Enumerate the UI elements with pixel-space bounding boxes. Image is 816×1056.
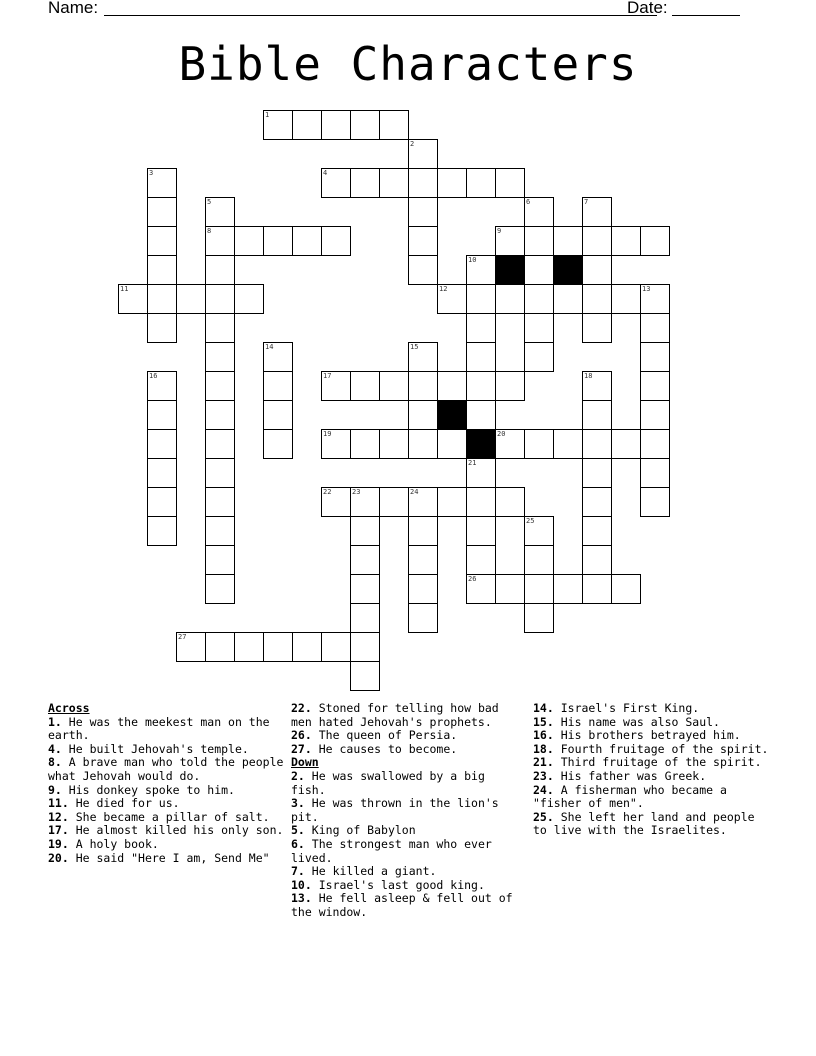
- clue-number: 27: [178, 633, 187, 641]
- grid-cell[interactable]: [466, 342, 496, 372]
- grid-cell[interactable]: [495, 168, 525, 198]
- clue-number: 20: [497, 430, 506, 438]
- clue-item: [291, 838, 523, 865]
- grid-cell[interactable]: [205, 400, 235, 430]
- date-label: Date:: [627, 0, 668, 17]
- grid-cell[interactable]: [524, 545, 554, 575]
- grid-cell[interactable]: [466, 545, 496, 575]
- clue-text: A brave man who told the people what Jehovah would do.: [48, 755, 284, 783]
- clue-number-label: 25.: [533, 809, 554, 824]
- clue-text: He was swallowed by a big fish.: [291, 768, 485, 797]
- clues-column-1: [48, 702, 284, 865]
- grid-cell[interactable]: [205, 313, 235, 343]
- grid-cell[interactable]: [437, 284, 467, 314]
- clue-number-label: 5.: [291, 823, 305, 838]
- grid-cell[interactable]: [176, 632, 206, 662]
- grid-cell[interactable]: [379, 168, 409, 198]
- grid-cell[interactable]: [147, 168, 177, 198]
- clues-heading: Across: [48, 701, 90, 715]
- grid-cell[interactable]: [495, 487, 525, 517]
- grid-cell[interactable]: [263, 371, 293, 401]
- clue-number-label: 3.: [291, 796, 305, 811]
- clue-text: He built Jehovah's temple.: [68, 741, 249, 756]
- clue-number: 19: [323, 430, 332, 438]
- grid-cell[interactable]: [437, 487, 467, 517]
- grid-cell[interactable]: [408, 342, 438, 372]
- clue-item: [291, 892, 523, 919]
- clue-number-label: 18.: [533, 741, 554, 756]
- grid-cell[interactable]: [495, 429, 525, 459]
- clue-number-label: 9.: [48, 782, 62, 797]
- clue-text: She became a pillar of salt.: [75, 809, 270, 824]
- grid-cell[interactable]: [408, 371, 438, 401]
- grid-cell[interactable]: [582, 255, 612, 285]
- clue-number-label: 24.: [533, 782, 554, 797]
- clue-item: [533, 729, 773, 743]
- grid-cell[interactable]: [205, 197, 235, 227]
- grid-cell[interactable]: [350, 632, 380, 662]
- grid-cell[interactable]: [408, 545, 438, 575]
- clue-item: [291, 743, 523, 757]
- grid-cell[interactable]: [466, 574, 496, 604]
- grid-cell[interactable]: [524, 516, 554, 546]
- grid-cell[interactable]: [640, 429, 670, 459]
- grid-cell[interactable]: [147, 313, 177, 343]
- grid-cell[interactable]: [292, 226, 322, 256]
- grid-cell[interactable]: [466, 400, 496, 430]
- grid-cell[interactable]: [205, 516, 235, 546]
- grid-cell[interactable]: [205, 226, 235, 256]
- grid-cell[interactable]: [582, 516, 612, 546]
- grid-cell[interactable]: [408, 226, 438, 256]
- clue-number-label: 11.: [48, 796, 69, 811]
- grid-cell[interactable]: [147, 400, 177, 430]
- grid-cell[interactable]: [524, 342, 554, 372]
- clue-number: 4: [323, 169, 328, 177]
- clue-item: [48, 784, 284, 798]
- grid-cell[interactable]: [147, 226, 177, 256]
- clue-number-label: 15.: [533, 714, 554, 729]
- clue-number: 26: [468, 575, 477, 583]
- grid-cell[interactable]: [640, 226, 670, 256]
- clue-item: [533, 756, 773, 770]
- grid-cell[interactable]: [582, 487, 612, 517]
- grid-cell[interactable]: [466, 487, 496, 517]
- clue-text: Fourth fruitage of the spirit.: [560, 741, 769, 756]
- clue-text: Third fruitage of the spirit.: [560, 755, 762, 770]
- grid-cell[interactable]: [118, 284, 148, 314]
- clue-number-label: 27.: [291, 741, 312, 756]
- grid-cell[interactable]: [379, 487, 409, 517]
- grid-cell[interactable]: [640, 342, 670, 372]
- grid-cell[interactable]: [466, 255, 496, 285]
- clue-number: 21: [468, 459, 477, 467]
- clue-item: [48, 716, 284, 743]
- grid-block-cell: [553, 255, 583, 285]
- grid-cell[interactable]: [466, 516, 496, 546]
- clue-item: [533, 811, 773, 838]
- grid-cell[interactable]: [640, 458, 670, 488]
- clue-number: 23: [352, 488, 361, 496]
- grid-cell[interactable]: [205, 545, 235, 575]
- clue-item: [48, 824, 284, 838]
- grid-cell[interactable]: [292, 110, 322, 140]
- clue-number: 7: [584, 198, 589, 206]
- grid-cell[interactable]: [379, 371, 409, 401]
- clue-text: The strongest man who ever lived.: [291, 836, 492, 865]
- grid-cell[interactable]: [524, 603, 554, 633]
- clue-number-label: 21.: [533, 755, 554, 770]
- grid-cell[interactable]: [408, 429, 438, 459]
- page-title: Bible Characters: [178, 37, 638, 91]
- clue-item: [48, 811, 284, 825]
- grid-cell[interactable]: [582, 429, 612, 459]
- grid-block-cell: [495, 255, 525, 285]
- grid-cell[interactable]: [582, 371, 612, 401]
- grid-cell[interactable]: [495, 574, 525, 604]
- clue-text: He said "Here I am, Send Me": [75, 850, 270, 865]
- clue-number: 14: [265, 343, 274, 351]
- clue-number-label: 13.: [291, 891, 312, 906]
- clue-text: He was thrown in the lion's pit.: [291, 796, 499, 824]
- clue-item: [291, 702, 523, 729]
- grid-cell[interactable]: [205, 632, 235, 662]
- clue-number-label: 22.: [291, 701, 312, 715]
- grid-cell[interactable]: [350, 516, 380, 546]
- grid-cell[interactable]: [205, 371, 235, 401]
- clue-number-label: 23.: [533, 768, 554, 783]
- grid-cell[interactable]: [147, 487, 177, 517]
- clues-column-3: [533, 702, 773, 838]
- clue-number-label: 4.: [48, 741, 62, 756]
- grid-cell[interactable]: [582, 313, 612, 343]
- clue-number: 24: [410, 488, 419, 496]
- clue-number-label: 20.: [48, 850, 69, 865]
- grid-cell[interactable]: [408, 255, 438, 285]
- grid-cell[interactable]: [350, 168, 380, 198]
- clue-number-label: 14.: [533, 701, 554, 715]
- grid-cell[interactable]: [640, 400, 670, 430]
- grid-cell[interactable]: [147, 284, 177, 314]
- grid-cell[interactable]: [524, 313, 554, 343]
- clue-text: The queen of Persia.: [318, 728, 458, 743]
- grid-cell[interactable]: [321, 110, 351, 140]
- grid-cell[interactable]: [350, 661, 380, 691]
- clues-column-2: [291, 702, 523, 920]
- clue-number: 11: [120, 285, 129, 293]
- clue-number-label: 6.: [291, 836, 305, 851]
- grid-cell[interactable]: [466, 284, 496, 314]
- clue-number: 10: [468, 256, 477, 264]
- clue-text: His name was also Saul.: [560, 714, 720, 729]
- grid-cell[interactable]: [524, 226, 554, 256]
- clue-item: [291, 729, 523, 743]
- grid-cell[interactable]: [553, 429, 583, 459]
- clue-number: 13: [642, 285, 651, 293]
- grid-cell[interactable]: [408, 400, 438, 430]
- clue-number: 5: [207, 198, 212, 206]
- grid-cell[interactable]: [205, 284, 235, 314]
- grid-cell[interactable]: [350, 110, 380, 140]
- clue-number-label: 7.: [291, 864, 305, 879]
- clue-number-label: 12.: [48, 809, 69, 824]
- grid-cell[interactable]: [437, 168, 467, 198]
- clue-text: He killed a giant.: [311, 864, 437, 879]
- clue-number: 8: [207, 227, 212, 235]
- clue-number-label: 17.: [48, 823, 69, 838]
- grid-cell[interactable]: [582, 574, 612, 604]
- grid-cell[interactable]: [495, 371, 525, 401]
- clue-item: [291, 879, 523, 893]
- clue-item: [533, 770, 773, 784]
- grid-cell[interactable]: [321, 632, 351, 662]
- grid-cell[interactable]: [611, 574, 641, 604]
- clue-number: 6: [526, 198, 531, 206]
- grid-cell[interactable]: [640, 487, 670, 517]
- grid-cell[interactable]: [350, 371, 380, 401]
- grid-cell[interactable]: [350, 574, 380, 604]
- grid-cell[interactable]: [234, 632, 264, 662]
- grid-cell[interactable]: [408, 139, 438, 169]
- grid-cell[interactable]: [292, 632, 322, 662]
- clue-number: 16: [149, 372, 158, 380]
- grid-cell[interactable]: [408, 574, 438, 604]
- clue-text: He died for us.: [75, 796, 180, 811]
- clue-number-label: 2.: [291, 768, 305, 783]
- clue-item: [48, 743, 284, 757]
- clue-number-label: 1.: [48, 714, 62, 729]
- grid-cell[interactable]: [350, 487, 380, 517]
- grid-cell[interactable]: [640, 371, 670, 401]
- grid-cell[interactable]: [321, 371, 351, 401]
- name-label: Name:: [48, 0, 99, 17]
- grid-cell[interactable]: [524, 284, 554, 314]
- grid-cell[interactable]: [408, 516, 438, 546]
- grid-cell[interactable]: [263, 632, 293, 662]
- clue-item: [48, 852, 284, 866]
- clue-item: [291, 797, 523, 824]
- clue-item: [533, 716, 773, 730]
- grid-cell[interactable]: [408, 168, 438, 198]
- grid-cell[interactable]: [495, 284, 525, 314]
- grid-cell[interactable]: [466, 371, 496, 401]
- grid-cell[interactable]: [147, 197, 177, 227]
- grid-cell[interactable]: [640, 313, 670, 343]
- grid-cell[interactable]: [147, 429, 177, 459]
- grid-cell[interactable]: [582, 197, 612, 227]
- clue-number-label: 26.: [291, 728, 312, 743]
- clues-heading: Down: [291, 755, 319, 770]
- clue-text: A fisherman who became a "fisher of men".: [533, 782, 727, 811]
- clue-text: Israel's First King.: [560, 701, 700, 715]
- grid-cell[interactable]: [553, 226, 583, 256]
- clue-number: 12: [439, 285, 448, 293]
- clue-text: She left her land and people to live with the Israelites.: [533, 809, 755, 838]
- clue-number-label: 10.: [291, 877, 312, 892]
- grid-cell[interactable]: [147, 371, 177, 401]
- grid-cell[interactable]: [466, 313, 496, 343]
- grid-cell[interactable]: [582, 284, 612, 314]
- grid-cell[interactable]: [379, 429, 409, 459]
- clue-item: [533, 702, 773, 716]
- clue-item: [48, 756, 284, 783]
- clue-text: He was the meekest man on the earth.: [48, 714, 270, 743]
- clue-item: [533, 743, 773, 757]
- grid-cell[interactable]: [263, 342, 293, 372]
- grid-cell[interactable]: [147, 516, 177, 546]
- grid-cell[interactable]: [205, 429, 235, 459]
- clue-text: His donkey spoke to him.: [68, 782, 235, 797]
- grid-cell[interactable]: [321, 487, 351, 517]
- clue-number-label: 16.: [533, 728, 554, 743]
- clue-number: 22: [323, 488, 332, 496]
- clue-text: His brothers betrayed him.: [560, 728, 741, 743]
- clue-text: He causes to become.: [318, 741, 458, 756]
- grid-cell[interactable]: [350, 603, 380, 633]
- clue-number: 2: [410, 140, 415, 148]
- grid-cell[interactable]: [611, 226, 641, 256]
- grid-cell[interactable]: [205, 487, 235, 517]
- clue-number-label: 8.: [48, 755, 62, 770]
- grid-cell[interactable]: [553, 284, 583, 314]
- clue-text: Israel's last good king.: [318, 877, 485, 892]
- grid-cell[interactable]: [176, 284, 206, 314]
- grid-cell[interactable]: [466, 168, 496, 198]
- grid-cell[interactable]: [640, 284, 670, 314]
- grid-cell[interactable]: [524, 429, 554, 459]
- clue-number: 17: [323, 372, 332, 380]
- grid-cell[interactable]: [524, 574, 554, 604]
- grid-cell[interactable]: [147, 458, 177, 488]
- clue-number: 1: [265, 111, 270, 119]
- grid-cell[interactable]: [350, 429, 380, 459]
- clue-number: 9: [497, 227, 502, 235]
- grid-cell[interactable]: [263, 226, 293, 256]
- grid-cell[interactable]: [205, 574, 235, 604]
- grid-block-cell: [466, 429, 496, 459]
- clue-item: [533, 784, 773, 811]
- grid-cell[interactable]: [582, 545, 612, 575]
- clue-text: He fell asleep & fell out of the window.: [291, 891, 513, 919]
- grid-cell[interactable]: [205, 458, 235, 488]
- grid-cell[interactable]: [524, 255, 554, 285]
- grid-cell[interactable]: [263, 429, 293, 459]
- clue-item: [291, 770, 523, 797]
- grid-cell[interactable]: [205, 255, 235, 285]
- clue-number-label: 19.: [48, 836, 69, 851]
- grid-cell[interactable]: [611, 429, 641, 459]
- grid-cell[interactable]: [234, 226, 264, 256]
- clue-item: [291, 824, 523, 838]
- grid-cell[interactable]: [466, 458, 496, 488]
- grid-cell[interactable]: [437, 371, 467, 401]
- clue-text: Stoned for telling how bad men hated Jehovah's prophets.: [291, 701, 499, 729]
- clue-number: 15: [410, 343, 419, 351]
- grid-cell[interactable]: [611, 284, 641, 314]
- grid-cell[interactable]: [263, 400, 293, 430]
- clue-text: A holy book.: [75, 836, 159, 851]
- grid-cell[interactable]: [582, 400, 612, 430]
- clue-text: King of Babylon: [311, 823, 416, 838]
- grid-cell[interactable]: [350, 545, 380, 575]
- grid-cell[interactable]: [321, 168, 351, 198]
- grid-block-cell: [437, 400, 467, 430]
- clue-text: He almost killed his only son.: [75, 823, 284, 838]
- grid-cell[interactable]: [582, 458, 612, 488]
- grid-cell[interactable]: [408, 197, 438, 227]
- clue-item: [48, 797, 284, 811]
- grid-cell[interactable]: [582, 226, 612, 256]
- grid-cell[interactable]: [205, 342, 235, 372]
- grid-cell[interactable]: [321, 226, 351, 256]
- grid-cell[interactable]: [321, 429, 351, 459]
- grid-cell[interactable]: [408, 603, 438, 633]
- grid-cell[interactable]: [495, 226, 525, 256]
- grid-cell[interactable]: [234, 284, 264, 314]
- clue-number: 3: [149, 169, 154, 177]
- clue-number: 18: [584, 372, 593, 380]
- clue-number: 25: [526, 517, 535, 525]
- grid-cell[interactable]: [437, 429, 467, 459]
- grid-cell[interactable]: [408, 487, 438, 517]
- grid-cell[interactable]: [524, 197, 554, 227]
- grid-cell[interactable]: [147, 255, 177, 285]
- clue-item: [291, 865, 523, 879]
- grid-cell[interactable]: [553, 574, 583, 604]
- clue-item: [48, 838, 284, 852]
- clue-text: His father was Greek.: [560, 768, 707, 783]
- grid-cell[interactable]: [379, 110, 409, 140]
- grid-cell[interactable]: [263, 110, 293, 140]
